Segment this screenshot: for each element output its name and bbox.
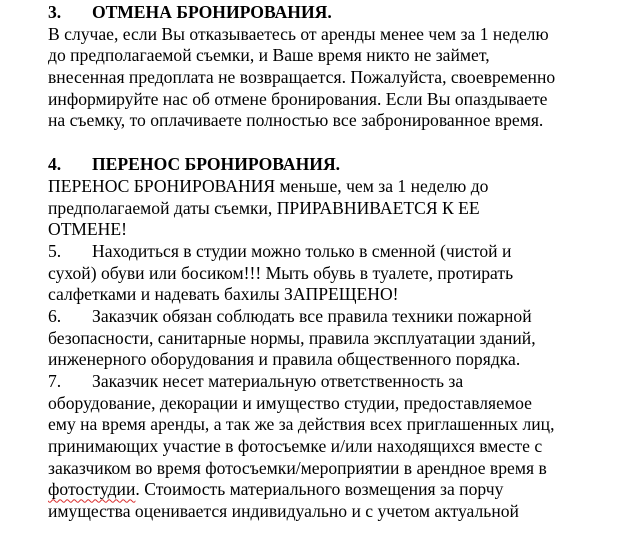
paragraph-line: ПЕРЕНОС БРОНИРОВАНИЯ меньше, чем за 1 неделю до xyxy=(48,175,489,196)
blank-line xyxy=(48,132,634,154)
section-3-number: 3. xyxy=(48,2,62,22)
item-6-first-line xyxy=(48,306,634,328)
paragraph-line: внесенная предоплата не возвращается. Пожалуйста, своевременно xyxy=(48,67,556,88)
spellcheck-underlined-word: фотостудии xyxy=(48,479,136,500)
item-5-number: 5. xyxy=(48,240,62,261)
paragraph-line: сухой) обуви или босиком!!! Мыть обувь в туалете, протирать xyxy=(48,262,514,283)
item-5-first-line xyxy=(48,241,634,263)
paragraph-line: оборудование, декорации и имущество студии, предоставляемое xyxy=(48,392,532,413)
paragraph-line: принимающих участие в фотосъемке и/или находящихся вместе с xyxy=(48,436,543,457)
item-5-text: Находиться в студии можно только в сменной (чистой и xyxy=(92,240,512,261)
paragraph-line: заказчиком во время фотосъемки/мероприятии в арендное время в xyxy=(48,457,547,478)
item-7-first-line xyxy=(48,371,634,393)
section-4-heading xyxy=(48,154,634,176)
paragraph-line: информируйте нас об отмене бронирования. Если Вы опаздываете xyxy=(48,88,548,109)
paragraph-line: имущества оценивается индивидуально и с учетом актуальной xyxy=(48,501,519,522)
line-text: . Стоимость материального возмещения за порчу xyxy=(135,479,504,500)
item-6-text: Заказчик обязан соблюдать все правила техники пожарной xyxy=(92,305,532,326)
paragraph-line: В случае, если Вы отказываетесь от аренды менее чем за 1 неделю xyxy=(48,23,549,44)
paragraph-line: до предполагаемой съемки, и Ваше время никто не займет, xyxy=(48,45,490,66)
paragraph-line: салфетками и надевать бахилы ЗАПРЕЩЕНО! xyxy=(48,284,399,305)
item-6-number: 6. xyxy=(48,305,62,326)
item-7-number: 7. xyxy=(48,371,62,391)
paragraph-line: ОТМЕНЕ! xyxy=(48,219,127,240)
paragraph-line: предполагаемой даты съемки, ПРИРАВНИВАЕТСЯ К ЕЕ xyxy=(48,197,480,218)
item-7-text: Заказчик несет материальную ответственность за xyxy=(92,371,464,391)
paragraph-line xyxy=(48,479,634,501)
section-4-number: 4. xyxy=(48,154,62,175)
section-4-title: ПЕРЕНОС БРОНИРОВАНИЯ. xyxy=(92,154,341,175)
paragraph-line: безопасности, санитарные нормы, правила эксплуатации зданий, xyxy=(48,327,536,348)
section-3-title: ОТМЕНА БРОНИРОВАНИЯ. xyxy=(92,2,332,22)
document-page xyxy=(48,2,634,523)
paragraph-line: на съемку, то оплачиваете полностью все забронированное время. xyxy=(48,110,544,131)
paragraph-line: инженерного оборудования и правила общественного порядка. xyxy=(48,349,521,370)
section-3-heading xyxy=(48,2,634,24)
paragraph-line: ему на время аренды, а так же за действия всех приглашенных лиц, xyxy=(48,414,555,435)
